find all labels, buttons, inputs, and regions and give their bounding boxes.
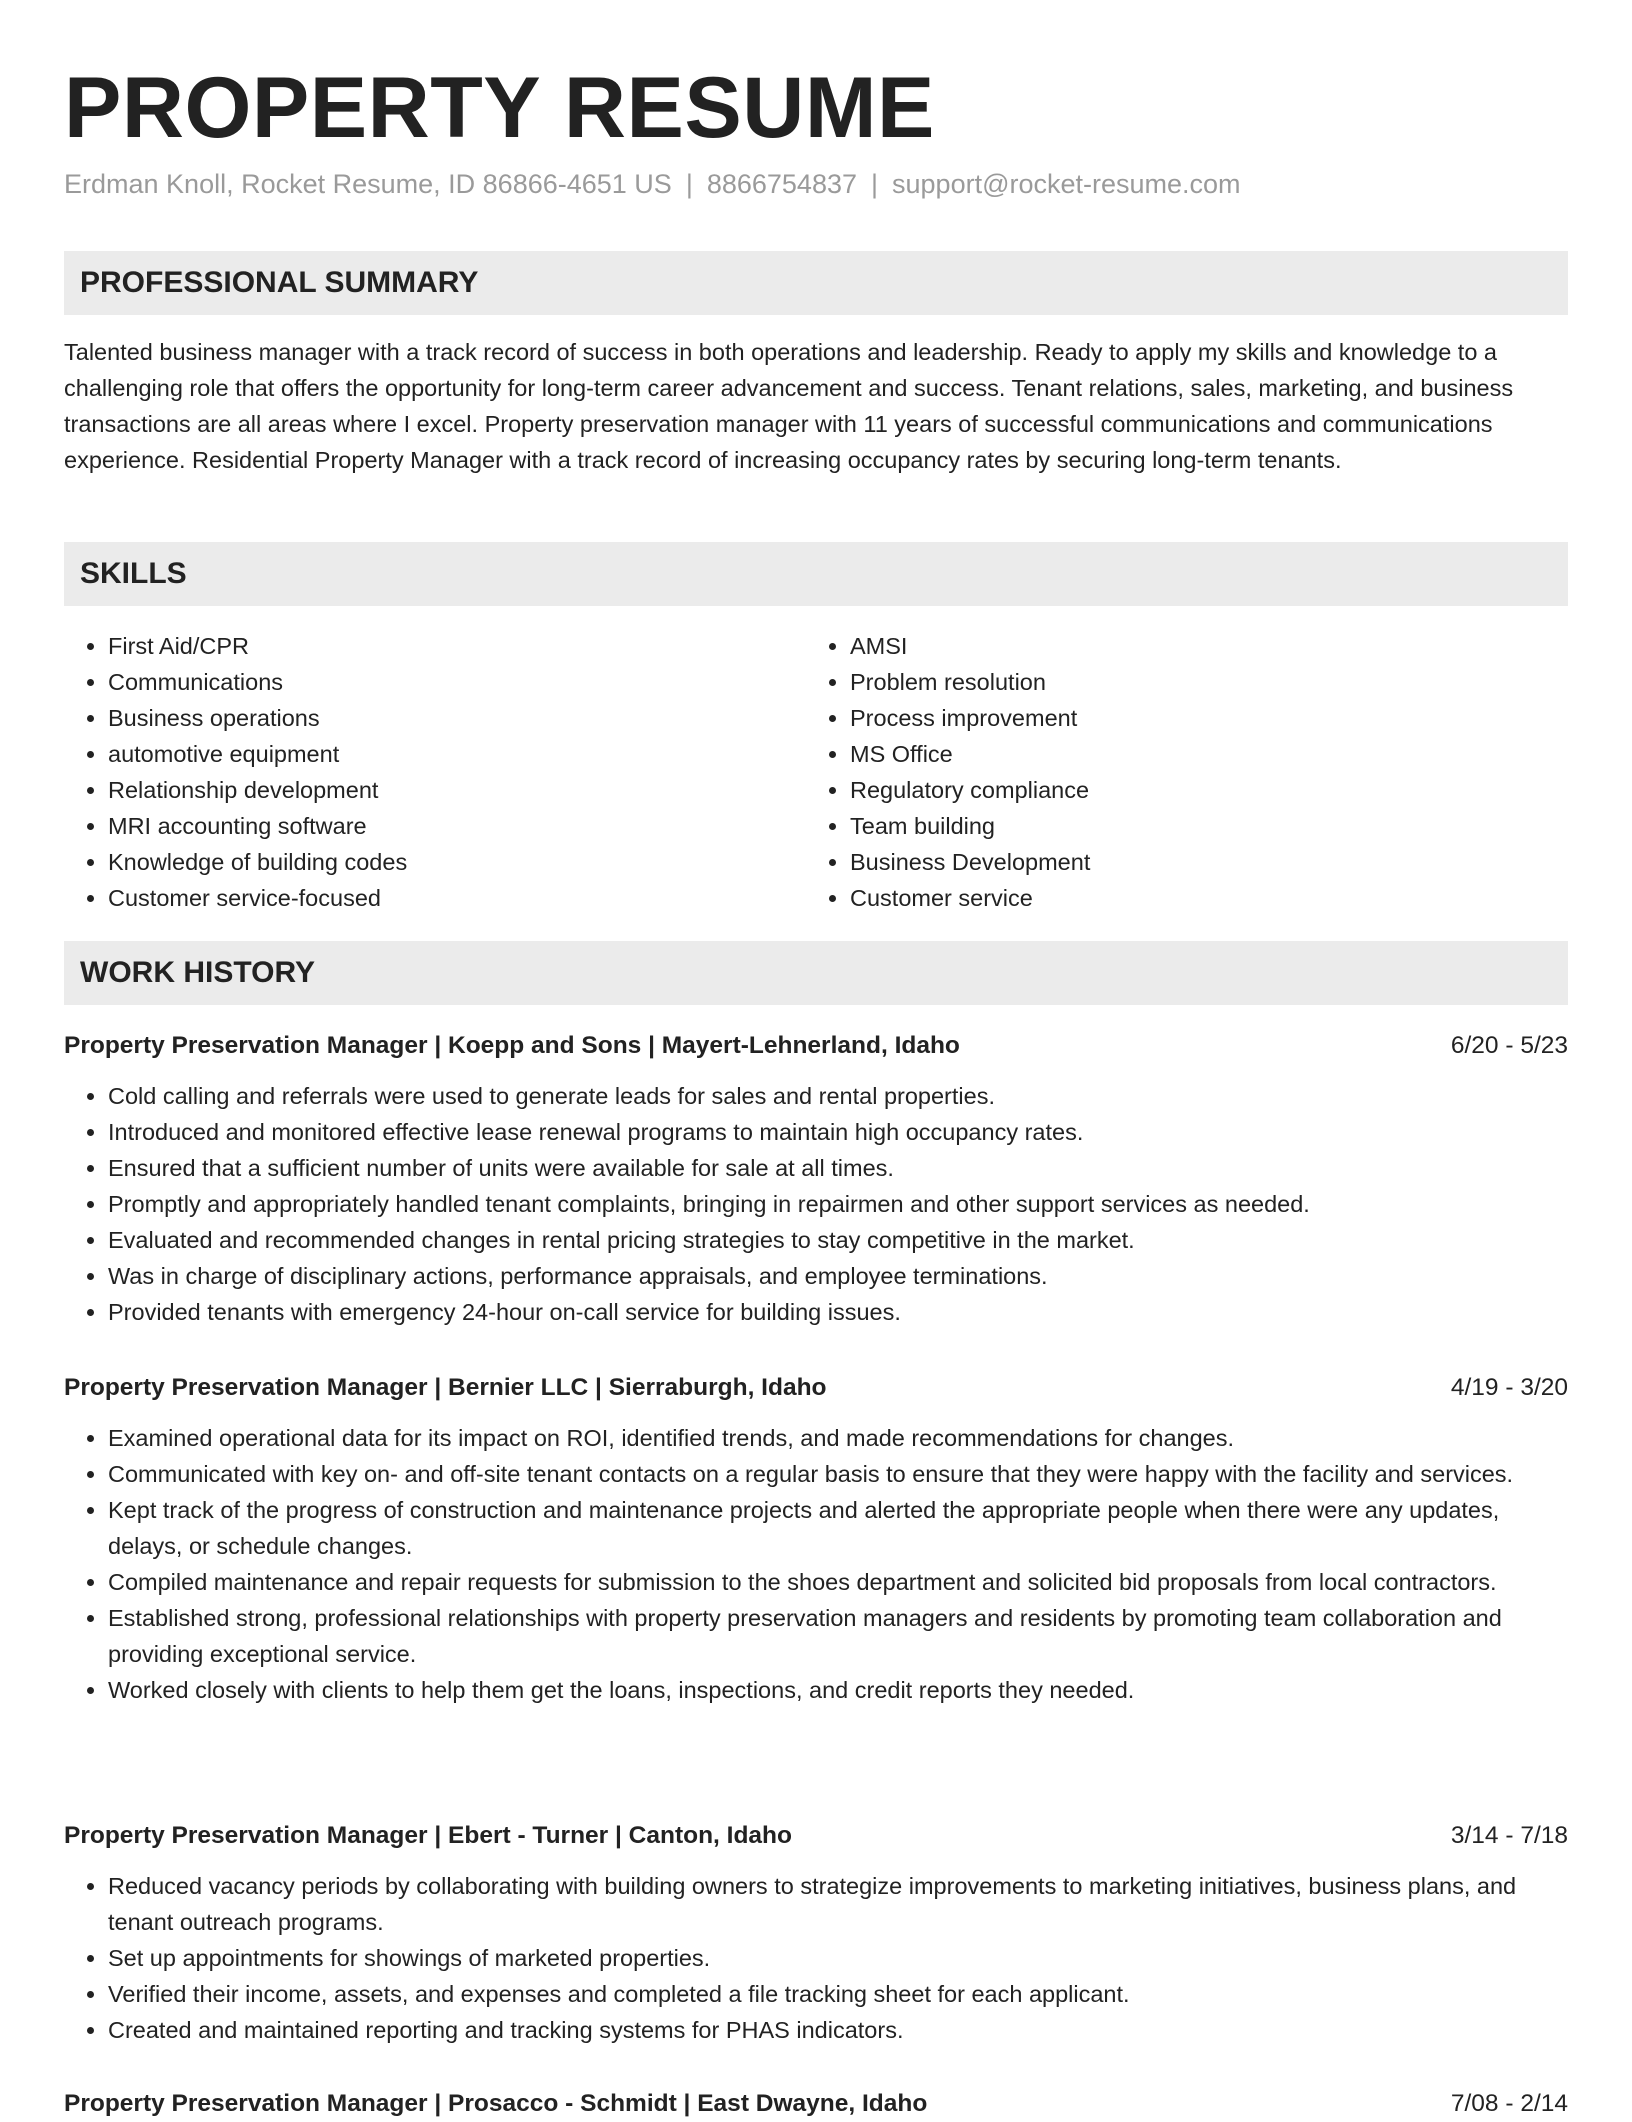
skill-item: • First Aid/CPR (108, 628, 407, 664)
contact-line (64, 166, 1241, 202)
job-bullet: • Examined operational data for its impact on ROI, identified trends, and made recommendations for changes. (108, 1420, 1568, 1456)
skill-item: • Relationship development (108, 772, 407, 808)
job-entry (64, 1818, 1568, 2048)
job-bullet: • Was in charge of disciplinary actions, performance appraisals, and employee terminations. (108, 1258, 1568, 1294)
job-bullet: • Provided tenants with emergency 24-hour on-call service for building issues. (108, 1294, 1568, 1330)
job-header (64, 1818, 1568, 1854)
section-heading-summary: PROFESSIONAL SUMMARY (64, 251, 1568, 315)
job-entry (64, 1028, 1568, 1330)
job-bullet: • Established strong, professional relationships with property preservation managers and residents by promoting team collaboration and providing exceptional service. (108, 1600, 1568, 1672)
skill-item: • Customer service (850, 880, 1090, 916)
job-bullet: • Cold calling and referrals were used to generate leads for sales and rental properties. (108, 1078, 1568, 1114)
job-dates: 6/20 - 5/23 (1450, 1032, 1568, 1059)
section-heading-skills: SKILLS (64, 542, 1568, 606)
skill-item: • Business Development (850, 844, 1090, 880)
job-title: Property Preservation Manager | Bernier LLC | Sierraburgh, Idaho (64, 1374, 827, 1401)
job-bullet: • Worked closely with clients to help them get the loans, inspections, and credit reports they needed. (108, 1672, 1568, 1708)
skill-item: • Problem resolution (850, 664, 1090, 700)
skill-item: • Customer service-focused (108, 880, 407, 916)
job-entry (64, 2086, 1568, 2122)
job-bullet: • Promptly and appropriately handled tenant complaints, bringing in repairmen and other support services as needed. (108, 1186, 1568, 1222)
contact-email: support@rocket-resume.com (892, 169, 1241, 199)
job-entry (64, 1370, 1568, 1708)
summary-text: Talented business manager with a track record of success in both operations and leadership. Ready to apply my skills and knowledge to a challenging role that offers the opportunity for long-term career advancement and success. Tenant relations, sales, marketing, and business transactions are all areas where I excel. Property preservation manager with 11 years of successful communications and communications experience. Residential Property Manager with a track record of increasing occupancy rates by securing long-term tenants. (64, 339, 1514, 473)
skill-item: • automotive equipment (108, 736, 407, 772)
job-dates: 4/19 - 3/20 (1450, 1374, 1568, 1401)
job-bullet: • Kept track of the progress of construction and maintenance projects and alerted the appropriate people when there were any updates, delays, or schedule changes. (108, 1492, 1568, 1564)
job-bullet: • Created and maintained reporting and tracking systems for PHAS indicators. (108, 2012, 1568, 2048)
job-header (64, 2086, 1568, 2122)
contact-separator: | (871, 169, 879, 199)
skill-item: • Knowledge of building codes (108, 844, 407, 880)
job-bullet-list (64, 1078, 1568, 1330)
job-dates: 3/14 - 7/18 (1450, 1822, 1568, 1849)
job-title: Property Preservation Manager | Koepp and Sons | Mayert-Lehnerland, Idaho (64, 1032, 960, 1059)
job-bullet: • Verified their income, assets, and expenses and completed a file tracking sheet for each applicant. (108, 1976, 1568, 2012)
job-title: Property Preservation Manager | Ebert - Turner | Canton, Idaho (64, 1822, 792, 1849)
skill-item: • Team building (850, 808, 1090, 844)
skill-item: • Regulatory compliance (850, 772, 1090, 808)
skill-item: • Business operations (108, 700, 407, 736)
skills-column-left (64, 628, 407, 916)
skill-item: • AMSI (850, 628, 1090, 664)
skill-item: • Communications (108, 664, 407, 700)
skill-item: • MS Office (850, 736, 1090, 772)
skill-item: • Process improvement (850, 700, 1090, 736)
job-bullet: • Evaluated and recommended changes in rental pricing strategies to stay competitive in the market. (108, 1222, 1568, 1258)
contact-address: Erdman Knoll, Rocket Resume, ID 86866-4651 US (64, 169, 672, 199)
job-title: Property Preservation Manager | Prosacco - Schmidt | East Dwayne, Idaho (64, 2090, 928, 2117)
job-dates: 7/08 - 2/14 (1450, 2090, 1568, 2117)
resume-title: PROPERTY RESUME (64, 60, 935, 156)
contact-separator: | (685, 169, 693, 199)
job-bullet-list (64, 1868, 1568, 2048)
contact-phone: 8866754837 (706, 169, 857, 199)
job-bullet: • Set up appointments for showings of marketed properties. (108, 1940, 1568, 1976)
job-header (64, 1370, 1568, 1406)
job-bullet: • Communicated with key on- and off-site tenant contacts on a regular basis to ensure that they were happy with the facility and services. (108, 1456, 1568, 1492)
job-bullet: • Ensured that a sufficient number of units were available for sale at all times. (108, 1150, 1568, 1186)
job-header (64, 1028, 1568, 1064)
skills-column-right (806, 628, 1090, 916)
skill-item: • MRI accounting software (108, 808, 407, 844)
job-bullet-list (64, 1420, 1568, 1708)
job-bullet: • Reduced vacancy periods by collaborating with building owners to strategize improvements to marketing initiatives, business plans, and tenant outreach programs. (108, 1868, 1568, 1940)
job-bullet: • Compiled maintenance and repair requests for submission to the shoes department and solicited bid proposals from local contractors. (108, 1564, 1568, 1600)
section-heading-work-history: WORK HISTORY (64, 941, 1568, 1005)
job-bullet: • Introduced and monitored effective lease renewal programs to maintain high occupancy rates. (108, 1114, 1568, 1150)
